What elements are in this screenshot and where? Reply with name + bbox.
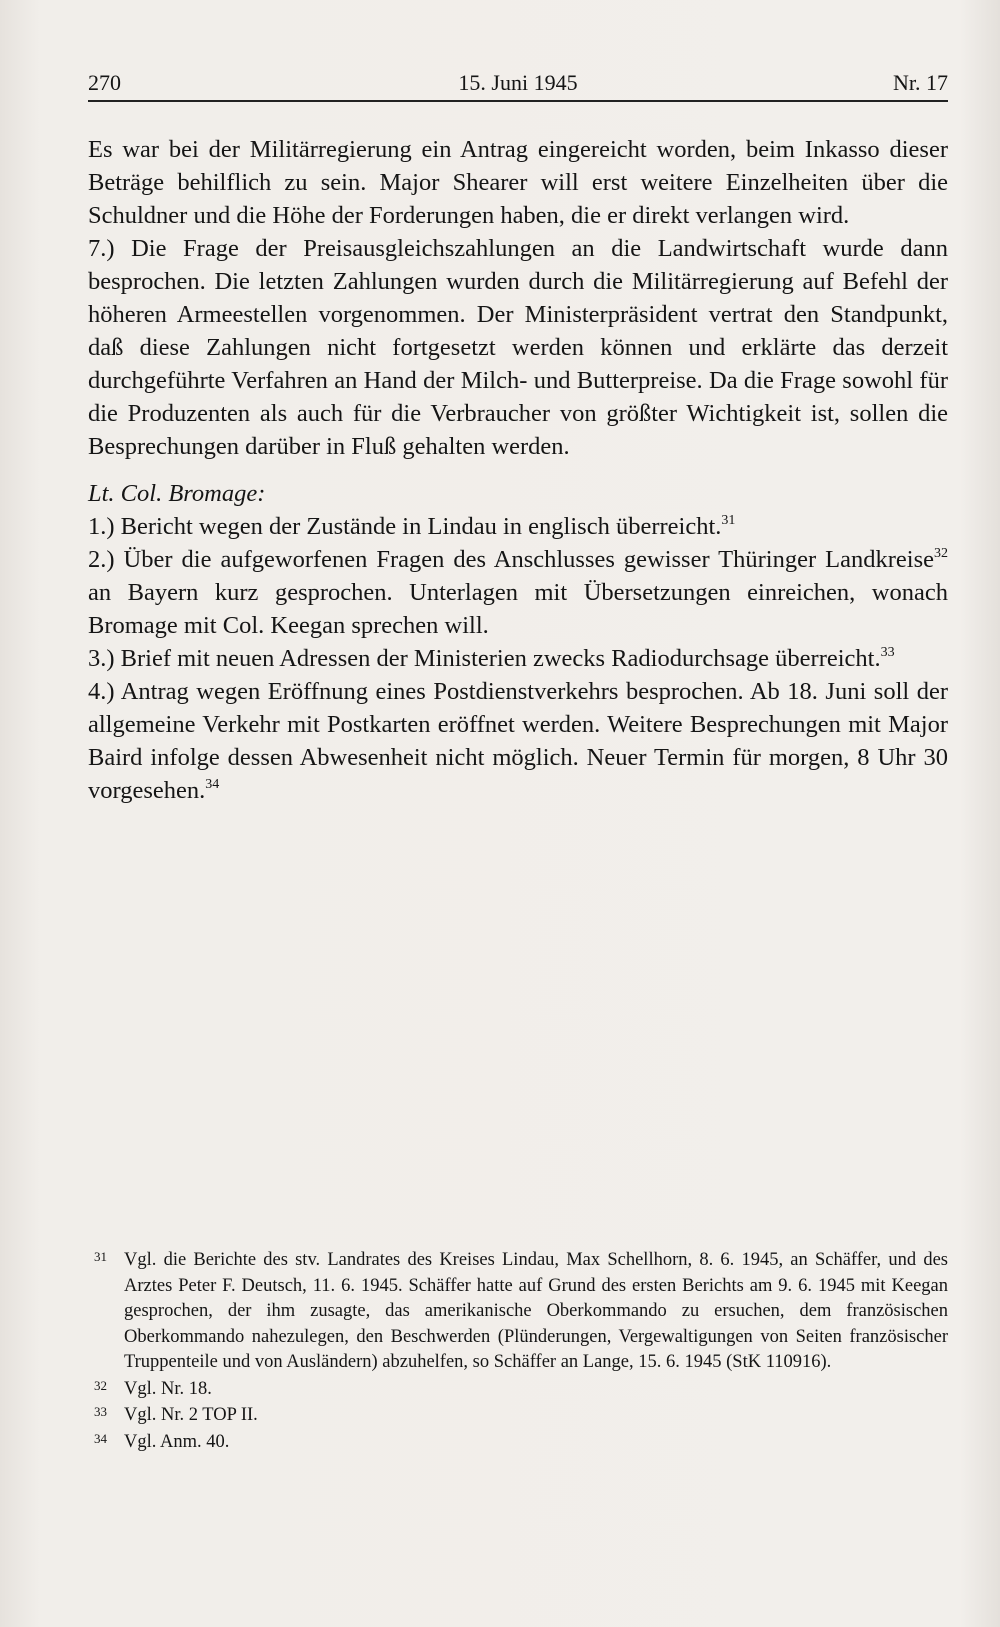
- page-number: 270: [88, 70, 121, 95]
- footnote-ref: 33: [880, 645, 895, 660]
- list-item: [88, 543, 948, 642]
- list-item: [88, 642, 948, 675]
- footnote-number: 32: [94, 1377, 107, 1393]
- list-item-text: 4.) Antrag wegen Eröffnung eines Postdienstverkehrs besprochen. Ab 18. Juni soll der allgemeine Verkehr mit Postkarten eröffnet werden. Weitere Besprechungen mit Major Baird infolge dessen Abwesenheit nicht möglich. Neuer Termin für morgen, 8 Uhr 30 vorgesehen.: [88, 678, 948, 804]
- footnote-number: 31: [94, 1249, 107, 1264]
- paragraph: Es war bei der Militärregierung ein Antrag eingereicht worden, beim Inkasso dieser Beträge behilflich zu sein. Major Shearer will erst weitere Einzelheiten über die Schuldner und die Höhe der Forderungen haben, die er direkt verlangen wird.: [88, 136, 948, 229]
- list-item-text: 3.) Brief mit neuen Adressen der Ministerien zwecks Radiodurchsage überreicht.: [88, 645, 881, 672]
- running-header: [88, 68, 948, 102]
- footnote: [88, 1430, 948, 1456]
- footnote-ref: 31: [721, 513, 736, 528]
- footnote-ref: 32: [934, 546, 948, 561]
- footnote-number: 34: [94, 1430, 107, 1446]
- list-item: [88, 510, 948, 543]
- paragraph: 7.) Die Frage der Preisausgleichszahlungen an die Landwirtschaft wurde dann besprochen. Die letzten Zahlungen wurden durch die Militärregierung auf Befehl der höheren Armeestellen vorgenommen. Der Ministerpräsident vertrat den Standpunkt, daß diese Zahlungen nicht fortgesetzt werden können und erklärte das derzeit durchgeführte Verfahren an Hand der Milch- und Butterpreise. Da die Frage sowohl für die Produzenten als auch für die Verbraucher von größter Wichtigkeit ist, sollen die Besprechungen darüber in Fluß gehalten werden.: [88, 235, 948, 460]
- footnote: [88, 1377, 948, 1403]
- footnotes: [88, 1248, 948, 1456]
- footnote: [88, 1403, 948, 1429]
- list-item-text: 1.) Bericht wegen der Zustände in Lindau in englisch überreicht.: [88, 513, 722, 540]
- list-item-text: an Bayern kurz gesprochen. Unterlagen mit Übersetzungen einreichen, wonach Bromage mit Col. Keegan sprechen will.: [88, 579, 948, 639]
- footnote-text: Vgl. Anm. 40.: [124, 1431, 230, 1452]
- footnote-number: 33: [94, 1404, 107, 1419]
- footnote-text: Vgl. Nr. 18.: [124, 1378, 212, 1399]
- footnote-text: Vgl. die Berichte des stv. Landrates des Kreises Lindau, Max Schellhorn, 8. 6. 1945, an Schäffer, und des Arztes Peter F. Deutsch, 11. 6. 1945. Schäffer hatte auf Grund des ersten Berichts am 9. 6. 1945 mit Keegan gesprochen, der ihm zusagte, das amerikanische Oberkommando zu ersuchen, dem französischen Oberkommando nahezulegen, den Beschwerden (Plünderungen, Vergewaltigungen von Seiten französischer Truppenteile und von Ausländern) abzuhelfen, so Schäffer an Lange, 15. 6. 1945 (StK 110916).: [124, 1250, 948, 1372]
- footnote-ref: 34: [205, 777, 220, 792]
- section-heading: Lt. Col. Bromage:: [88, 480, 266, 507]
- list-item-text: 2.) Über die aufgeworfenen Fragen des Anschlusses gewisser Thüringer Landkreise: [88, 546, 934, 573]
- main-text: [88, 133, 948, 807]
- footnote-text: Vgl. Nr. 2 TOP II.: [124, 1405, 258, 1425]
- document-number: Nr. 17: [893, 70, 948, 95]
- running-title-date: 15. Juni 1945: [458, 70, 578, 95]
- footnote: [88, 1248, 948, 1376]
- list-item: [88, 675, 948, 807]
